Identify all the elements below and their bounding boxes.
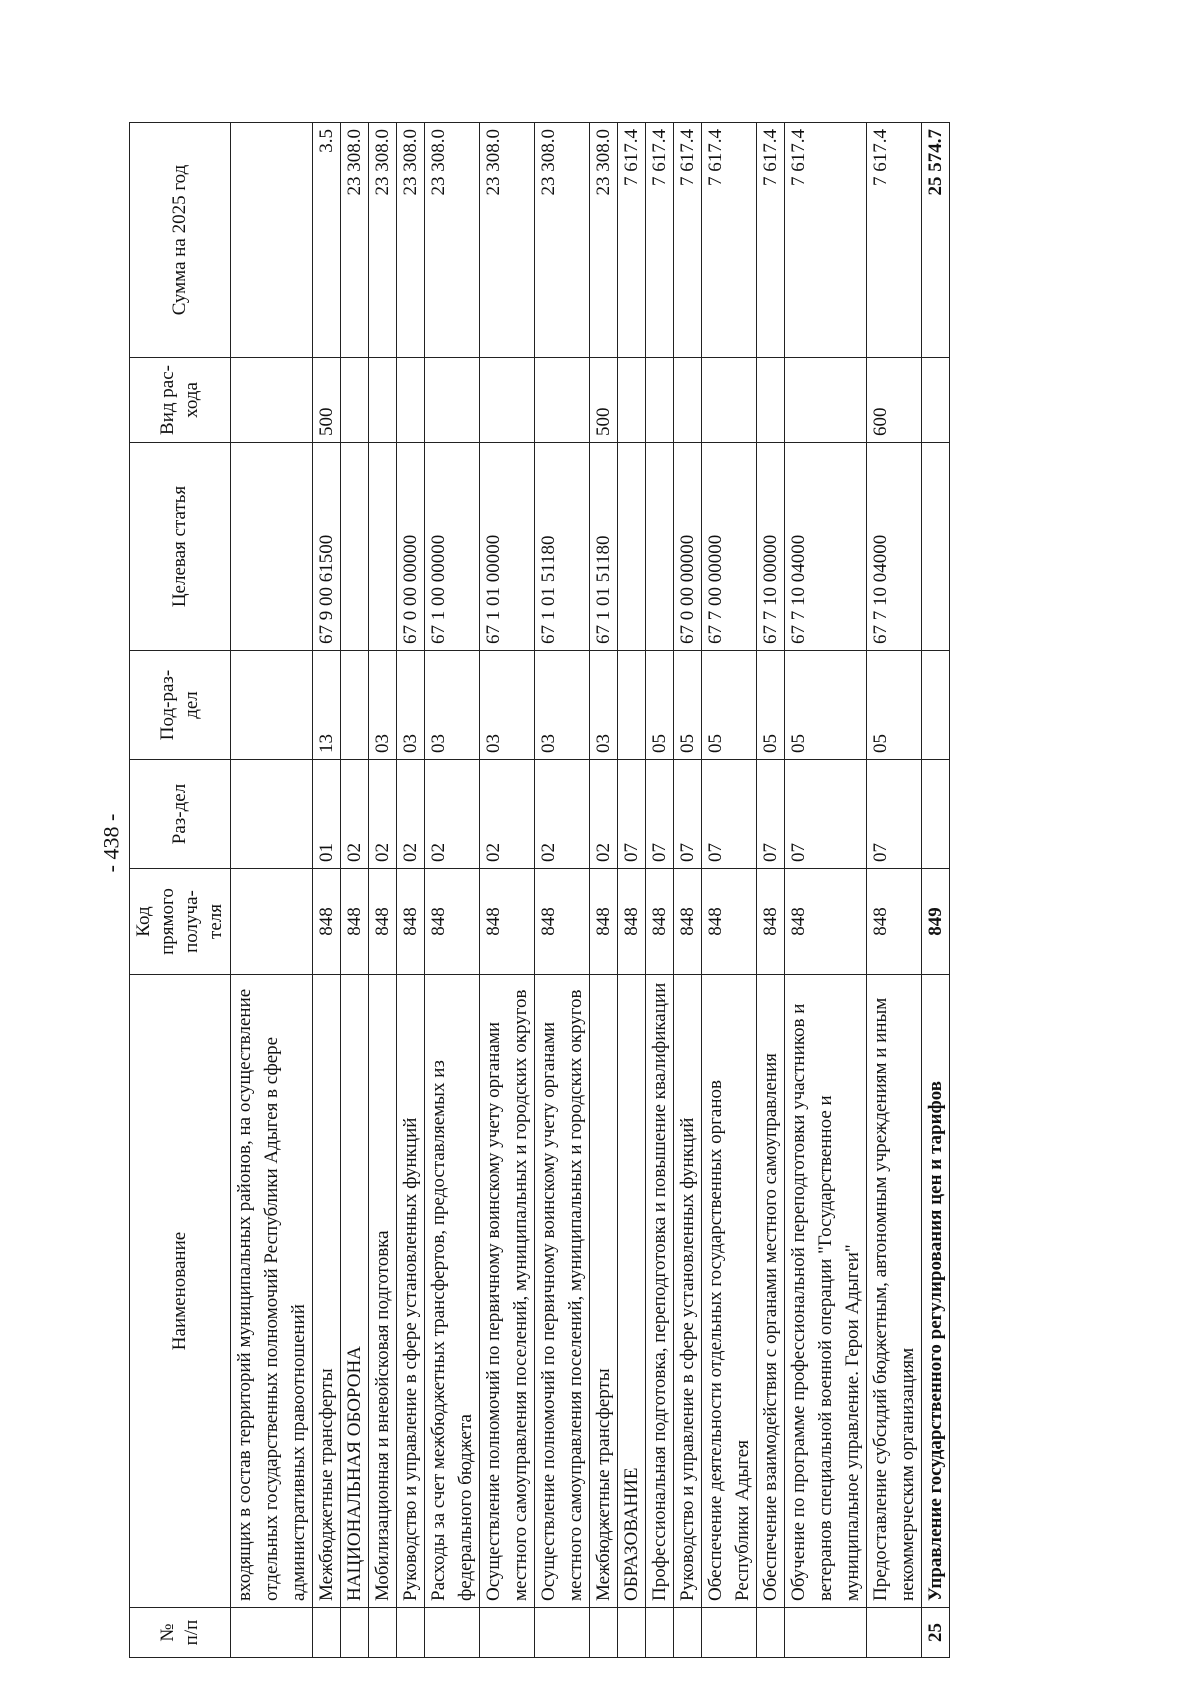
row-target-article <box>618 443 646 651</box>
row-amount: 23 308.0 <box>341 123 369 358</box>
row-expense-type <box>480 358 535 443</box>
row-expense-type: 500 <box>590 358 618 443</box>
header-code: Код прямого получа-теля <box>130 869 231 975</box>
row-target-article: 67 7 10 04000 <box>867 443 922 651</box>
table-row <box>535 123 590 1658</box>
table-row <box>341 123 369 1658</box>
row-expense-type: 500 <box>313 358 341 443</box>
row-number <box>425 1608 480 1658</box>
row-number <box>674 1608 702 1658</box>
row-subsection: 03 <box>369 651 397 760</box>
row-name: Предоставление субсидий бюджетным, автономным учреждениям и иным некоммерческим организациям <box>867 975 922 1608</box>
row-subsection: 03 <box>397 651 425 760</box>
row-target-article: 67 0 00 00000 <box>674 443 702 651</box>
table-row <box>231 123 313 1658</box>
row-target-article <box>922 443 950 651</box>
row-expense-type <box>618 358 646 443</box>
row-amount: 3.5 <box>313 123 341 358</box>
row-number <box>341 1608 369 1658</box>
row-subsection: 05 <box>646 651 674 760</box>
table-row <box>757 123 785 1658</box>
row-name: Руководство и управление в сфере установленных функций <box>397 975 425 1608</box>
budget-table <box>129 122 950 1658</box>
row-subsection: 05 <box>867 651 922 760</box>
row-section: 02 <box>369 760 397 869</box>
header-target: Целевая статья <box>130 443 231 651</box>
table-row <box>867 123 922 1658</box>
row-section: 07 <box>674 760 702 869</box>
table-row <box>674 123 702 1658</box>
row-target-article <box>369 443 397 651</box>
row-section: 07 <box>618 760 646 869</box>
row-amount: 7 617.4 <box>785 123 867 358</box>
table-row <box>313 123 341 1658</box>
table-row <box>397 123 425 1658</box>
row-name: ОБРАЗОВАНИЕ <box>618 975 646 1608</box>
row-number <box>867 1608 922 1658</box>
row-expense-type <box>702 358 757 443</box>
row-name: Осуществление полномочий по первичному воинскому учету органами местного самоуправления поселений, муниципальных и городских округов <box>480 975 535 1608</box>
header-num: № п/п <box>130 1608 231 1658</box>
row-target-article: 67 7 10 00000 <box>757 443 785 651</box>
header-subsection: Под-раз-дел <box>130 651 231 760</box>
row-expense-type <box>922 358 950 443</box>
table-row <box>646 123 674 1658</box>
row-recipient-code: 848 <box>535 869 590 975</box>
row-number <box>785 1608 867 1658</box>
row-subsection: 03 <box>480 651 535 760</box>
row-amount: 7 617.4 <box>702 123 757 358</box>
row-subsection: 03 <box>590 651 618 760</box>
row-number <box>313 1608 341 1658</box>
row-expense-type <box>535 358 590 443</box>
header-section: Раз-дел <box>130 760 231 869</box>
row-target-article: 67 1 01 51180 <box>535 443 590 651</box>
row-section: 07 <box>867 760 922 869</box>
row-recipient-code: 848 <box>369 869 397 975</box>
row-target-article: 67 7 00 00000 <box>702 443 757 651</box>
row-subsection: 13 <box>313 651 341 760</box>
row-target-article: 67 0 00 00000 <box>397 443 425 651</box>
row-amount: 23 308.0 <box>535 123 590 358</box>
row-amount: 7 617.4 <box>646 123 674 358</box>
row-number <box>702 1608 757 1658</box>
row-section: 02 <box>480 760 535 869</box>
row-recipient-code: 848 <box>618 869 646 975</box>
row-recipient-code: 848 <box>590 869 618 975</box>
row-name: Обучение по программе профессиональной переподготовки участников и ветеранов специальной военной операции "Государственное и муниципальное управление. Герои Адыгеи" <box>785 975 867 1608</box>
header-name: Наименование <box>130 975 231 1608</box>
row-expense-type <box>674 358 702 443</box>
table-body <box>231 123 950 1658</box>
row-amount: 7 617.4 <box>757 123 785 358</box>
row-name: Обеспечение взаимодействия с органами местного самоуправления <box>757 975 785 1608</box>
row-recipient-code: 848 <box>702 869 757 975</box>
row-recipient-code: 848 <box>313 869 341 975</box>
row-amount: 7 617.4 <box>674 123 702 358</box>
table-row <box>480 123 535 1658</box>
row-name: Межбюджетные трансферты <box>590 975 618 1608</box>
row-subsection: 05 <box>674 651 702 760</box>
row-section: 07 <box>757 760 785 869</box>
row-number <box>646 1608 674 1658</box>
row-number: 25 <box>922 1608 950 1658</box>
rotated-page-content <box>129 123 1168 1658</box>
row-subsection: 05 <box>757 651 785 760</box>
row-number <box>618 1608 646 1658</box>
row-number <box>480 1608 535 1658</box>
row-name: Управление государственного регулирования цен и тарифов <box>922 975 950 1608</box>
row-amount: 23 308.0 <box>480 123 535 358</box>
row-subsection <box>618 651 646 760</box>
row-expense-type <box>341 358 369 443</box>
row-target-article: 67 1 01 00000 <box>480 443 535 651</box>
row-expense-type <box>397 358 425 443</box>
table-header-row <box>130 123 231 1658</box>
row-amount: 23 308.0 <box>369 123 397 358</box>
row-recipient-code: 848 <box>397 869 425 975</box>
row-expense-type <box>646 358 674 443</box>
row-recipient-code: 848 <box>646 869 674 975</box>
row-number <box>757 1608 785 1658</box>
row-target-article: 67 7 10 04000 <box>785 443 867 651</box>
row-recipient-code: 848 <box>757 869 785 975</box>
row-amount: 23 308.0 <box>425 123 480 358</box>
row-number <box>535 1608 590 1658</box>
row-number <box>590 1608 618 1658</box>
row-section: 02 <box>535 760 590 869</box>
header-amount: Сумма на 2025 год <box>130 123 231 358</box>
table-row <box>369 123 397 1658</box>
row-recipient-code: 848 <box>867 869 922 975</box>
row-section <box>922 760 950 869</box>
row-section: 07 <box>702 760 757 869</box>
row-recipient-code: 848 <box>785 869 867 975</box>
row-expense-type <box>369 358 397 443</box>
row-subsection: 03 <box>535 651 590 760</box>
row-target-article: 67 1 00 00000 <box>425 443 480 651</box>
row-number <box>231 1608 313 1658</box>
row-number <box>397 1608 425 1658</box>
page-number: - 438 - <box>98 813 124 873</box>
row-amount: 25 574.7 <box>922 123 950 358</box>
row-expense-type: 600 <box>867 358 922 443</box>
row-amount: 7 617.4 <box>618 123 646 358</box>
row-target-article <box>231 443 313 651</box>
table-row <box>618 123 646 1658</box>
row-subsection <box>922 651 950 760</box>
row-expense-type <box>757 358 785 443</box>
row-recipient-code: 848 <box>425 869 480 975</box>
row-section: 02 <box>397 760 425 869</box>
row-subsection: 05 <box>785 651 867 760</box>
table-row <box>590 123 618 1658</box>
row-amount: 23 308.0 <box>397 123 425 358</box>
table-row <box>785 123 867 1658</box>
table-row <box>702 123 757 1658</box>
row-recipient-code: 849 <box>922 869 950 975</box>
table-row <box>425 123 480 1658</box>
row-section: 02 <box>425 760 480 869</box>
row-section: 07 <box>646 760 674 869</box>
row-expense-type <box>785 358 867 443</box>
row-recipient-code: 848 <box>480 869 535 975</box>
row-amount: 23 308.0 <box>590 123 618 358</box>
table-row <box>922 123 950 1658</box>
row-name: Руководство и управление в сфере установленных функций <box>674 975 702 1608</box>
header-expense-type: Вид рас-хода <box>130 358 231 443</box>
row-subsection: 05 <box>702 651 757 760</box>
row-name: входящих в состав территорий муниципальных районов, на осуществление отдельных государственных полномочий Республики Адыгея в сфере административных правоотношений <box>231 975 313 1608</box>
row-name: Осуществление полномочий по первичному воинскому учету органами местного самоуправления поселений, муниципальных и городских округов <box>535 975 590 1608</box>
row-expense-type <box>231 358 313 443</box>
row-subsection: 03 <box>425 651 480 760</box>
row-expense-type <box>425 358 480 443</box>
row-name: Мобилизационная и вневойсковая подготовка <box>369 975 397 1608</box>
row-section: 07 <box>785 760 867 869</box>
row-target-article: 67 9 00 61500 <box>313 443 341 651</box>
row-target-article <box>341 443 369 651</box>
row-section: 01 <box>313 760 341 869</box>
row-section: 02 <box>341 760 369 869</box>
row-amount: 7 617.4 <box>867 123 922 358</box>
row-name: Профессиональная подготовка, переподготовка и повышение квалификации <box>646 975 674 1608</box>
row-target-article <box>646 443 674 651</box>
row-name: Межбюджетные трансферты <box>313 975 341 1608</box>
row-section <box>231 760 313 869</box>
row-target-article: 67 1 01 51180 <box>590 443 618 651</box>
row-amount <box>231 123 313 358</box>
row-subsection <box>231 651 313 760</box>
row-name: Расходы за счет межбюджетных трансфертов, предоставляемых из федерального бюджета <box>425 975 480 1608</box>
row-name: Обеспечение деятельности отдельных государственных органов Республики Адыгея <box>702 975 757 1608</box>
row-number <box>369 1608 397 1658</box>
row-section: 02 <box>590 760 618 869</box>
row-recipient-code: 848 <box>674 869 702 975</box>
row-subsection <box>341 651 369 760</box>
row-recipient-code <box>231 869 313 975</box>
row-name: НАЦИОНАЛЬНАЯ ОБОРОНА <box>341 975 369 1608</box>
row-recipient-code: 848 <box>341 869 369 975</box>
